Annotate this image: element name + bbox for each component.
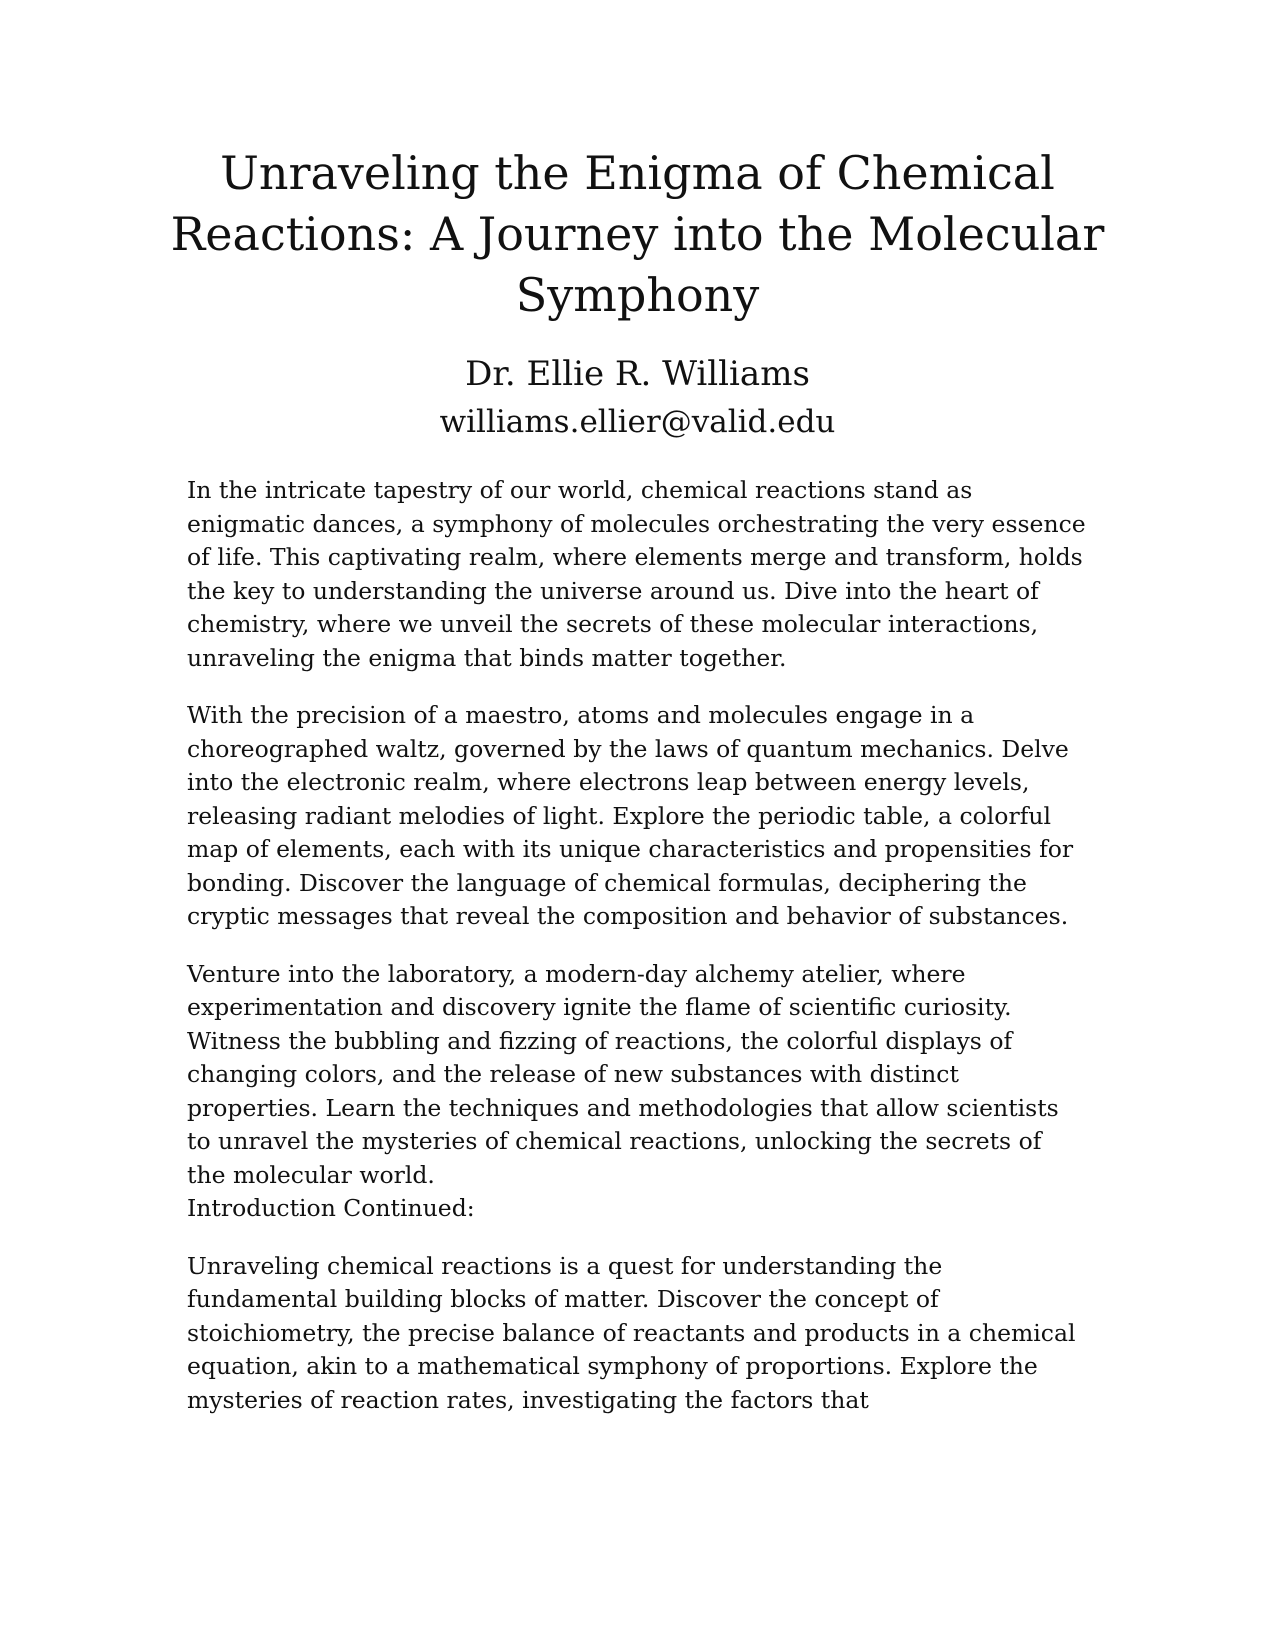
author-name: Dr. Ellie R. Williams [465,354,810,394]
paragraph-3: Venture into the laboratory, a modern-day alchemy atelier, where experimentation and discovery ignite the flame of scientific curiosity. Witness the bubbling and fizzing of reactions, the colorful displays of changing colors, and the release of new substances with distinct properties. Learn the techniques and methodologies that allow scientists to unravel the mysteries of chemical reactions, unlocking the secrets of the molecular world. [187,959,1059,1189]
document-title: Unraveling the Enigma of Chemical Reactions: A Journey into the Molecular Symphony [170,146,1105,322]
document-body [187,474,1087,1441]
paragraph-2: With the precision of a maestro, atoms and molecules engage in a choreographed waltz, governed by the laws of quantum mechanics. Delve into the electronic realm, where electrons leap between energy levels, releasing radiant melodies of light. Explore the periodic table, a colorful map of elements, each with its unique characteristics and propensities for bonding. Discover the language of chemical formulas, deciphering the cryptic messages that reveal the composition and behavior of substances. [187,701,1074,930]
author-email: williams.ellier@valid.edu [439,404,836,440]
section-label: Introduction Continued: [187,1194,475,1222]
paragraph-1: In the intricate tapestry of our world, chemical reactions stand as enigmatic dances, a symphony of molecules orchestrating the very essence of life. This captivating realm, where elements merge and transform, holds the key to understanding the universe around us. Dive into the heart of chemistry, where we unveil the secrets of these molecular interactions, unraveling the enigma that binds matter together. [187,476,1086,672]
paragraph-4: Unraveling chemical reactions is a quest for understanding the fundamental building blocks of matter. Discover the concept of stoichiometry, the precise balance of reactants and products in a chemical equation, akin to a mathematical symphony of proportions. Explore the mysteries of reaction rates, investigating the factors that [187,1251,1076,1414]
